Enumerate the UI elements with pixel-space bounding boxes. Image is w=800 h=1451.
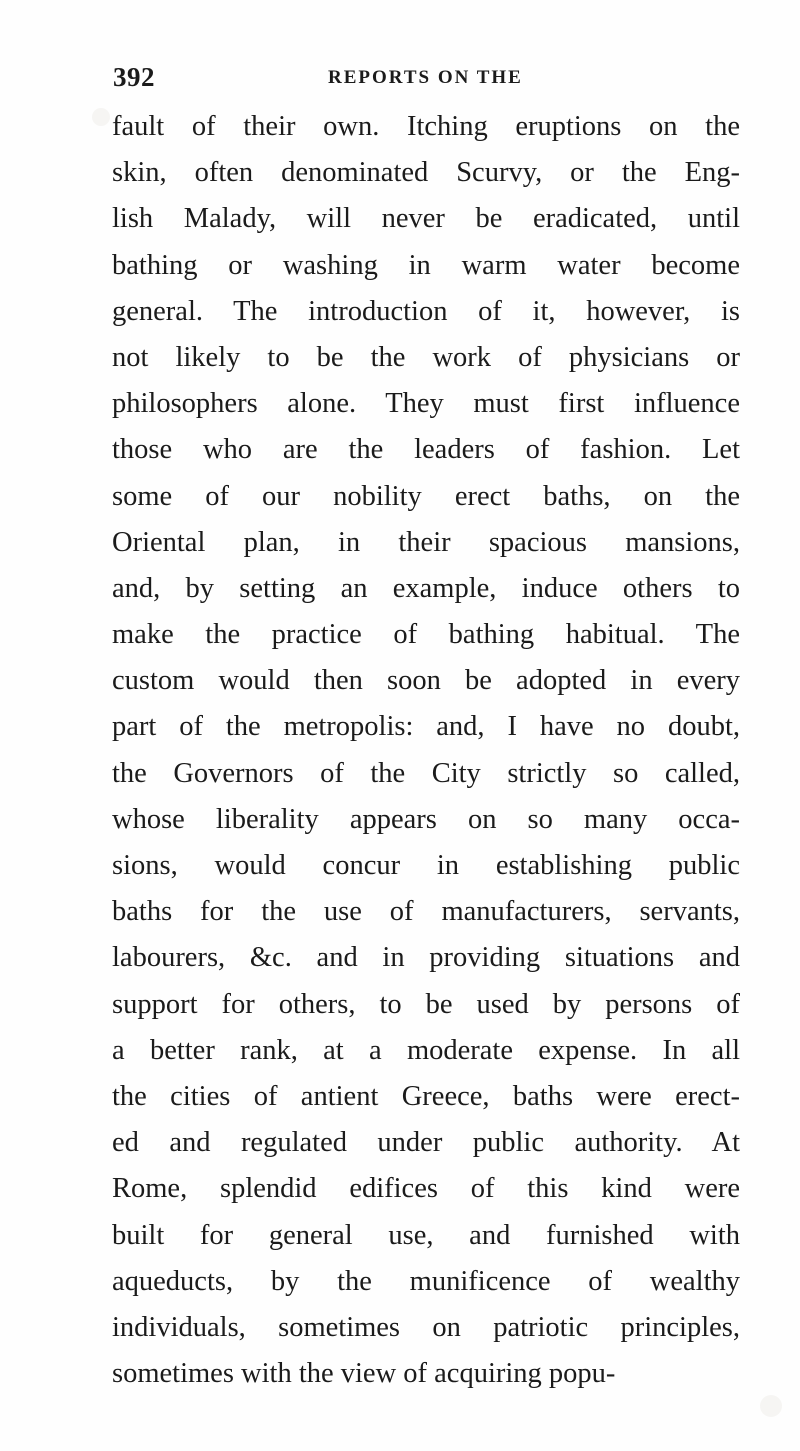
text-line: skin, often denominated Scurvy, or the Eng- bbox=[112, 157, 740, 189]
body-text bbox=[112, 104, 740, 1397]
text-line: labourers, &c. and in providing situations and bbox=[112, 942, 740, 974]
text-line: not likely to be the work of physicians or bbox=[112, 341, 740, 373]
text-line: and, by setting an example, induce others to bbox=[112, 572, 740, 604]
text-line: built for general use, and furnished with bbox=[112, 1219, 740, 1251]
text-line: baths for the use of manufacturers, servants, bbox=[112, 896, 740, 928]
page-header bbox=[113, 60, 750, 100]
page-number: 392 bbox=[113, 62, 155, 92]
paper-stain bbox=[92, 108, 110, 126]
text-line: sometimes with the view of acquiring popu- bbox=[112, 1358, 616, 1390]
text-line: Rome, splendid edifices of this kind were bbox=[112, 1173, 740, 1205]
text-line: make the practice of bathing habitual. The bbox=[112, 619, 740, 651]
text-line: the cities of antient Greece, baths were erect- bbox=[112, 1080, 740, 1112]
text-line: philosophers alone. They must first influence bbox=[112, 388, 740, 420]
text-line: lish Malady, will never be eradicated, until bbox=[112, 203, 740, 235]
paper-stain bbox=[760, 1395, 782, 1417]
text-line: general. The introduction of it, however, is bbox=[112, 295, 740, 327]
text-line: aqueducts, by the munificence of wealthy bbox=[112, 1265, 740, 1297]
text-line: part of the metropolis: and, I have no doubt, bbox=[112, 711, 740, 743]
text-line: sions, would concur in establishing public bbox=[112, 850, 740, 881]
text-line: whose liberality appears on so many occa- bbox=[112, 803, 740, 835]
text-line: ed and regulated under public authority. At bbox=[112, 1127, 740, 1159]
text-line: the Governors of the City strictly so called, bbox=[112, 757, 740, 789]
text-line: bathing or washing in warm water become bbox=[112, 249, 740, 281]
text-line: a better rank, at a moderate expense. In all bbox=[112, 1034, 740, 1066]
running-head: REPORTS ON THE bbox=[328, 67, 523, 88]
text-line: those who are the leaders of fashion. Let bbox=[112, 434, 740, 466]
text-line: fault of their own. Itching eruptions on the bbox=[112, 111, 740, 142]
text-line: individuals, sometimes on patriotic principles, bbox=[112, 1311, 740, 1343]
text-line: custom would then soon be adopted in every bbox=[112, 665, 740, 697]
text-line: support for others, to be used by persons of bbox=[112, 988, 740, 1020]
text-line: Oriental plan, in their spacious mansions, bbox=[112, 526, 740, 558]
text-line: some of our nobility erect baths, on the bbox=[112, 480, 740, 512]
